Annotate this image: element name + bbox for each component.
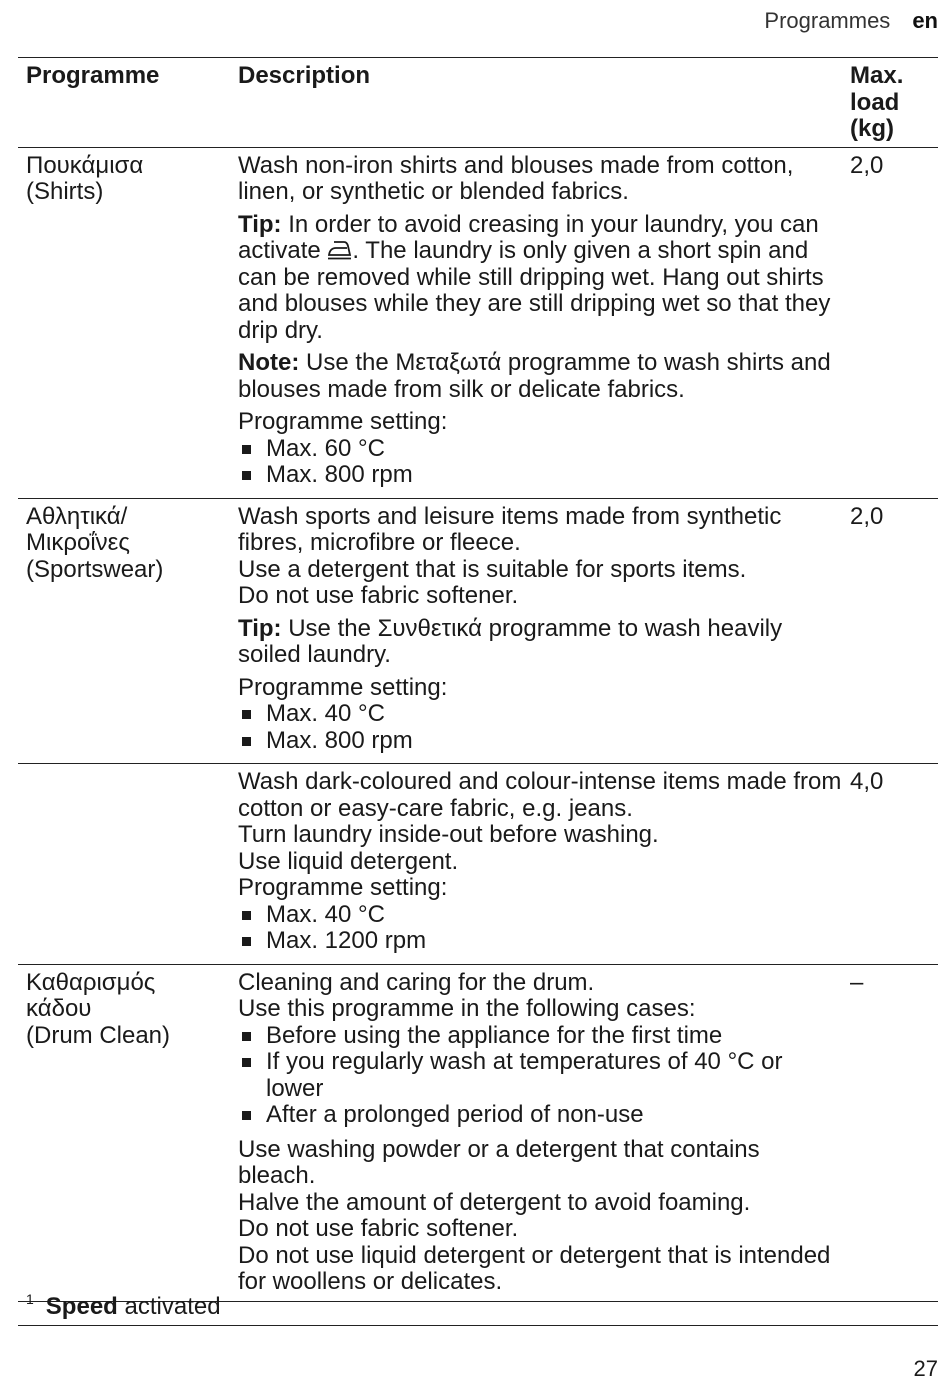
language-tag: en [912,8,938,33]
page-header [764,8,938,34]
description-line: Use liquid detergent. [238,847,459,875]
list-item: Max. 1200 rpm [238,928,842,955]
tip-label: Tip: [238,614,282,642]
description-line: Use this programme in the following cases: [238,995,696,1022]
iron-icon [327,239,352,261]
note-text: Use the Μεταξωτά programme to wash shirts and blouses made from silk or delicate fabrics. [238,349,831,403]
table-header-row [18,58,938,148]
description-paragraph [238,769,842,902]
table-row-dark-wash [18,764,938,965]
tip-paragraph [238,212,842,345]
page-number: 27 [913,1356,938,1381]
tip-text-a: In order to avoid creasing in your laundry, you can activate [238,210,819,264]
list-item: Max. 60 °C [238,436,842,463]
programme-table [18,57,938,1302]
programme-name-line: (Shirts) [26,178,104,205]
description-line: Wash dark-coloured and colour-intense items made from cotton or easy-care fabric, e.g. jeans. [238,768,842,822]
cases-list [238,1023,842,1129]
programme-name-line: Πουκάμισα [26,151,144,179]
list-item: Max. 40 °C [238,701,842,728]
programme-name-line: Αθλητικά/ [26,502,128,530]
description-line: Halve the amount of detergent to avoid foaming. [238,1188,751,1216]
programme-description [230,147,842,498]
footnote-text: activated [117,1293,221,1320]
section-title: Programmes [764,8,891,33]
table-row-sportswear [18,498,938,764]
description-line: Do not use fabric softener. [238,1215,519,1242]
list-item: Max. 800 rpm [238,728,842,755]
setting-label: Programme setting: [238,874,448,901]
description-line: Cleaning and caring for the drum. [238,968,595,996]
col-header-max-load: Max. load (kg) [850,62,904,142]
note-paragraph [238,350,842,403]
programme-name-line: (Sportswear) [26,555,164,583]
programme-name [18,498,230,764]
setting-list [238,436,842,489]
table-row-shirts [18,147,938,498]
max-load-value: 4,0 [850,768,884,795]
description-paragraph [238,970,842,1023]
col-header-programme: Programme [26,62,160,89]
tip-paragraph [238,616,842,669]
tip-text: Use the Συνθετικά programme to wash heavily soiled laundry. [238,614,783,668]
programme-name-line: Μικροΐνες [26,529,130,556]
description-line: Wash sports and leisure items made from synthetic fibres, microfibre or fleece. [238,502,782,556]
list-item: Max. 800 rpm [238,462,842,489]
table-row-drum-clean [18,964,938,1301]
description-line: Do not use liquid detergent or detergent that is intended for woollens or delicates. [238,1241,831,1295]
list-item: After a prolonged period of non-use [238,1102,842,1129]
max-load-value: 2,0 [850,502,884,530]
tip-text-b: . The laundry is only given a short spin and can be removed while still dripping wet. Hang out shirts and blouses while they are still dripping wet so that they drip dry. [238,237,831,344]
programme-name-line: Καθαρισμός [26,968,156,996]
tip-label: Tip: [238,210,282,238]
col-header-description: Description [238,62,371,89]
footnote-bold: Speed [45,1293,118,1320]
programme-description [230,964,842,1301]
programme-description [230,498,842,764]
programme-name-line: (Drum Clean) [26,1021,171,1049]
programme-description [230,764,842,965]
list-item: If you regularly wash at temperatures of 40 °C or lower [238,1049,842,1102]
programme-name [18,964,230,1301]
programme-name-line: κάδου [26,995,92,1022]
list-item: Max. 40 °C [238,902,842,929]
programme-name [18,147,230,498]
description-line: Use a detergent that is suitable for sports items. [238,555,747,583]
programme-name [18,764,230,965]
description-paragraph [238,1137,842,1296]
note-label: Note: [238,349,300,376]
setting-label: Programme setting: [238,408,448,435]
description-paragraph: Wash non-iron shirts and blouses made from cotton, linen, or synthetic or blended fabrics. [238,151,794,205]
setting-label: Programme setting: [238,673,448,701]
description-line: Do not use fabric softener. [238,582,519,609]
description-line: Turn laundry inside-out before washing. [238,821,659,848]
setting-list [238,701,842,754]
description-paragraph [238,504,842,610]
list-item: Before using the appliance for the first time [238,1023,842,1050]
max-load-value: – [850,968,864,996]
footnote [18,1284,938,1326]
description-line: Use washing powder or a detergent that contains bleach. [238,1135,760,1189]
max-load-value: 2,0 [850,151,884,179]
setting-list [238,902,842,955]
footnote-mark: 1 [26,1291,34,1307]
